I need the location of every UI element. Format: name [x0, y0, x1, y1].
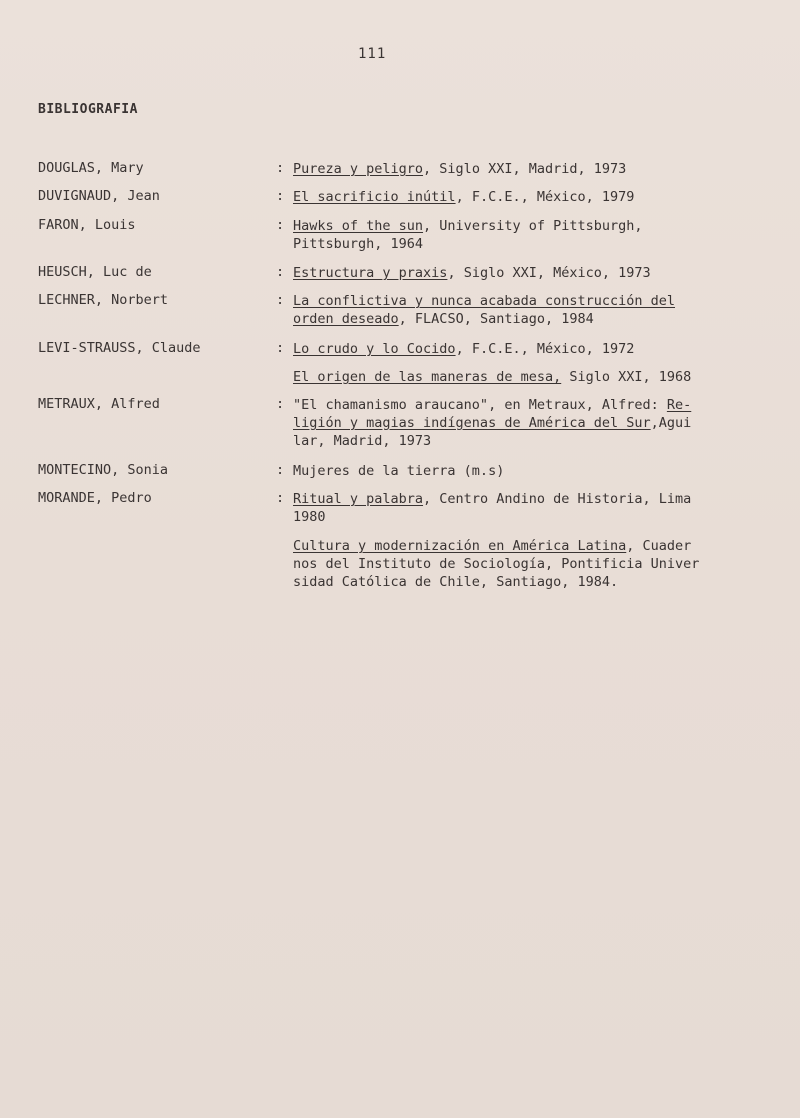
- citation-prefix: "El chamanismo araucano", en Metraux, Alfred:: [293, 397, 667, 413]
- author-levi-strauss: LEVI-STRAUSS, Claude: [38, 340, 201, 356]
- entry-colon: :: [276, 160, 285, 176]
- citation-details: Pittsburgh, 1964: [293, 236, 424, 252]
- page-number: 111: [358, 46, 387, 62]
- author-faron: FARON, Louis: [38, 217, 136, 233]
- entry-colon: :: [276, 188, 285, 204]
- citation-details: ,Agui: [650, 415, 692, 431]
- entry-colon: :: [276, 462, 285, 478]
- citation-montecino: [293, 462, 758, 480]
- author-duvignaud: DUVIGNAUD, Jean: [38, 188, 160, 204]
- entry-colon: :: [276, 217, 285, 233]
- citation-details: Siglo XXI, 1968: [561, 369, 692, 385]
- author-douglas: DOUGLAS, Mary: [38, 160, 144, 176]
- work-title: Hawks of the sun: [293, 218, 424, 234]
- work-title: Pureza y peligro: [293, 161, 424, 177]
- work-title: El sacrificio inútil: [293, 189, 456, 205]
- entry-colon: :: [276, 490, 285, 506]
- citation-details: , Cuader: [626, 538, 692, 554]
- work-title: La conflictiva y nunca acabada construcción del: [293, 293, 676, 309]
- citation-details: , University of Pittsburgh,: [423, 218, 643, 234]
- author-lechner: LECHNER, Norbert: [38, 292, 169, 308]
- citation-lechner: [293, 292, 758, 328]
- entry-colon: :: [276, 292, 285, 308]
- citation-morande-2: [293, 537, 758, 591]
- citation-details: sidad Católica de Chile, Santiago, 1984.: [293, 574, 619, 590]
- section-heading: BIBLIOGRAFIA: [38, 102, 138, 117]
- entry-colon: :: [276, 340, 285, 356]
- citation-details: nos del Instituto de Sociología, Pontificia Univer: [293, 556, 700, 572]
- work-title: orden deseado: [293, 311, 399, 327]
- citation-duvignaud: [293, 188, 758, 206]
- citation-douglas: [293, 160, 758, 178]
- citation-levi-strauss-2: [293, 368, 758, 386]
- citation-morande-1: [293, 490, 758, 526]
- citation-details: lar, Madrid, 1973: [293, 433, 432, 449]
- work-title: Ritual y palabra: [293, 491, 424, 507]
- citation-details: , FLACSO, Santiago, 1984: [398, 311, 594, 327]
- work-title: ligión y magias indígenas de América del Sur: [293, 415, 651, 431]
- citation-details: , F.C.E., México, 1972: [455, 341, 635, 357]
- citation-faron: [293, 217, 758, 253]
- entry-colon: :: [276, 396, 285, 412]
- citation-heusch: [293, 264, 758, 282]
- citation-levi-strauss-1: [293, 340, 758, 358]
- author-morande: MORANDE, Pedro: [38, 490, 152, 506]
- entry-colon: :: [276, 264, 285, 280]
- author-metraux: METRAUX, Alfred: [38, 396, 160, 412]
- work-title: Cultura y modernización en América Latina: [293, 538, 627, 554]
- work-title: Re-: [666, 397, 692, 413]
- work-title: Estructura y praxis: [293, 265, 448, 281]
- citation-details: , F.C.E., México, 1979: [455, 189, 635, 205]
- citation-metraux: [293, 396, 758, 450]
- citation-details: , Centro Andino de Historia, Lima: [423, 491, 692, 507]
- work-title: Lo crudo y lo Cocido: [293, 341, 456, 357]
- author-montecino: MONTECINO, Sonia: [38, 462, 169, 478]
- citation-details: , Siglo XXI, México, 1973: [447, 265, 651, 281]
- citation-details: Mujeres de la tierra (m.s): [293, 463, 505, 479]
- work-title: El origen de las maneras de mesa,: [293, 369, 562, 385]
- author-heusch: HEUSCH, Luc de: [38, 264, 152, 280]
- citation-details: , Siglo XXI, Madrid, 1973: [423, 161, 627, 177]
- citation-details: 1980: [293, 509, 326, 525]
